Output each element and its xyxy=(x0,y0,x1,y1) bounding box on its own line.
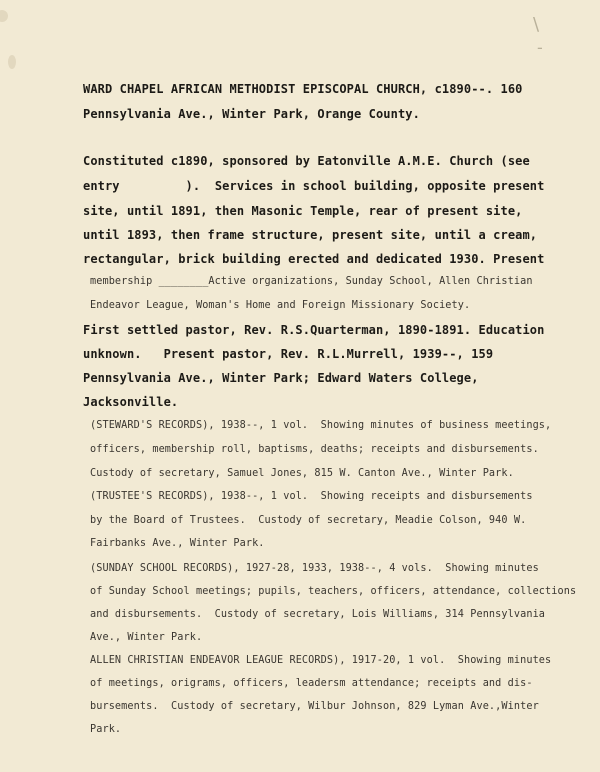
record-line: Park. xyxy=(90,724,122,735)
body-line: site, until 1891, then Masonic Temple, rear of present site, xyxy=(83,204,523,218)
record-line: ALLEN CHRISTIAN ENDEAVOR LEAGUE RECORDS), 1917-20, 1 vol. Showing minutes xyxy=(90,655,552,666)
heading-line: WARD CHAPEL AFRICAN METHODIST EPISCOPAL CHURCH, c1890--. 160 xyxy=(83,82,523,96)
body-line: rectangular, brick building erected and dedicated 1930. Present xyxy=(83,252,545,266)
pencil-mark: \ xyxy=(533,14,540,35)
pencil-mark: - xyxy=(537,38,543,57)
record-line: officers, membership roll, baptisms, deaths; receipts and disbursements. xyxy=(90,444,539,455)
membership-line: membership ________Active organizations, Sunday School, Allen Christian xyxy=(90,276,533,287)
record-line: and disbursements. Custody of secretary, Lois Williams, 314 Pennsylvania xyxy=(90,609,546,620)
record-line: (SUNDAY SCHOOL RECORDS), 1927-28, 1933, 1938--, 4 vols. Showing minutes xyxy=(90,563,539,574)
record-line: by the Board of Trustees. Custody of secretary, Meadie Colson, 940 W. xyxy=(90,515,527,526)
record-line: of meetings, origrams, officers, leadersm attendance; receipts and dis- xyxy=(90,678,533,689)
heading-line: Pennsylvania Ave., Winter Park, Orange County. xyxy=(83,107,420,121)
record-line: Ave., Winter Park. xyxy=(90,632,203,643)
record-line: of Sunday School meetings; pupils, teachers, officers, attendance, collections xyxy=(90,586,577,597)
body-line: Constituted c1890, sponsored by Eatonville A.M.E. Church (see xyxy=(83,154,530,168)
body-line: until 1893, then frame structure, present site, until a cream, xyxy=(83,228,538,242)
membership-line: Endeavor League, Woman's Home and Foreign Missionary Society. xyxy=(90,300,471,311)
pastor-line: Jacksonville. xyxy=(83,395,179,409)
page-tear xyxy=(0,10,8,22)
pastor-line: unknown. Present pastor, Rev. R.L.Murrell, 1939--, 159 xyxy=(83,347,494,361)
record-line: Fairbanks Ave., Winter Park. xyxy=(90,538,265,549)
body-line: entry ). Services in school building, opposite present xyxy=(83,179,545,193)
record-line: (TRUSTEE'S RECORDS), 1938--, 1 vol. Showing receipts and disbursements xyxy=(90,491,533,502)
record-line: bursements. Custody of secretary, Wilbur Johnson, 829 Lyman Ave.,Winter xyxy=(90,701,539,712)
record-line: (STEWARD'S RECORDS), 1938--, 1 vol. Showing minutes of business meetings, xyxy=(90,420,552,431)
page-tear xyxy=(8,55,16,69)
record-line: Custody of secretary, Samuel Jones, 815 W. Canton Ave., Winter Park. xyxy=(90,468,514,479)
pastor-line: First settled pastor, Rev. R.S.Quarterman, 1890-1891. Education xyxy=(83,323,545,337)
pastor-line: Pennsylvania Ave., Winter Park; Edward Waters College, xyxy=(83,371,479,385)
